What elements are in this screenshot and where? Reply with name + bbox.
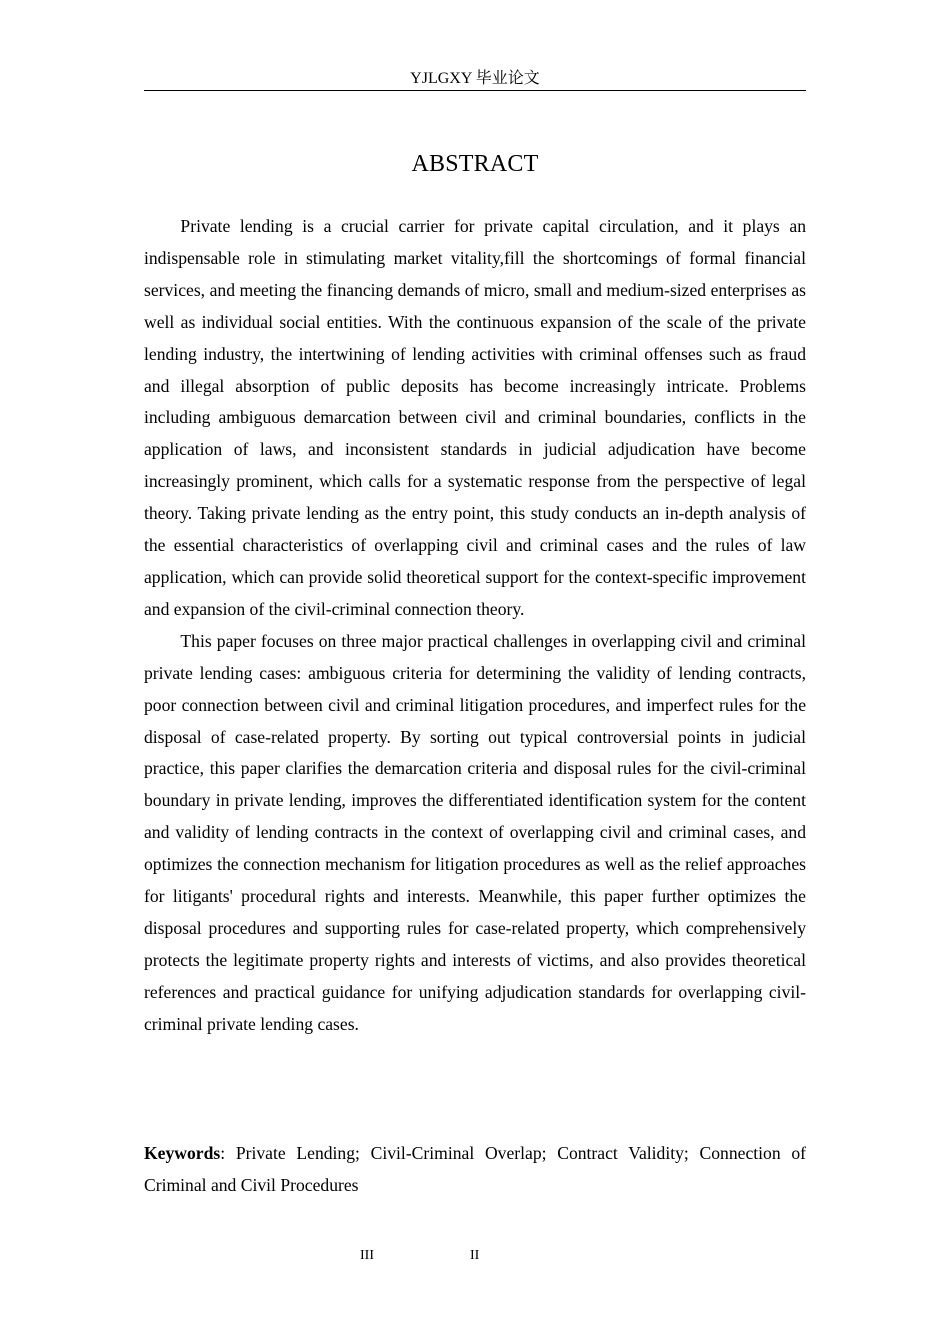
page-header: YJLGXY 毕业论文 bbox=[410, 70, 540, 87]
keywords-label: Keywords bbox=[144, 1143, 221, 1163]
header-rule bbox=[144, 90, 806, 91]
abstract-paragraph-2: This paper focuses on three major practical challenges in overlapping civil and criminal private lending cases: ambiguous criteria for determining the validity of lending contracts, poor connection between civil and criminal litigation procedures, and imperfect rules for the disposal of case-related property. By sorting out typical controversial points in judicial practice, this paper clarifies the demarcation criteria and disposal rules for the civil-criminal boundary in private lending, improves the differentiated identification system for the content and validity of lending contracts in the context of overlapping civil and criminal cases, and optimizes the connection mechanism for litigation procedures as well as the relief approaches for litigants' procedural rights and interests. Meanwhile, this paper further optimizes the disposal procedures and supporting rules for case-related property, which comprehensively protects the legitimate property rights and interests of victims, and also provides theoretical references and practical guidance for unifying adjudication standards for overlapping civil-criminal private lending cases. bbox=[144, 630, 806, 1034]
keywords-text: : Private Lending; Civil-Criminal Overlap; Contract Validity; Connection of Criminal and Civil Procedures bbox=[144, 1143, 806, 1195]
page-number-left: III bbox=[360, 1248, 374, 1263]
abstract-body bbox=[144, 211, 806, 1041]
page-number-right: II bbox=[470, 1248, 480, 1263]
keywords bbox=[144, 1137, 806, 1201]
abstract-paragraph-1: Private lending is a crucial carrier for private capital circulation, and it plays an indispensable role in stimulating market vitality,fill the shortcomings of formal financial services, and meeting the financing demands of micro, small and medium-sized enterprises as well as individual social entities. With the continuous expansion of the scale of the private lending industry, the intertwining of lending activities with criminal offenses such as fraud and illegal absorption of public deposits has become increasingly intricate. Problems including ambiguous demarcation between civil and criminal boundaries, conflicts in the application of laws, and inconsistent standards in judicial adjudication have become increasingly prominent, which calls for a systematic response from the perspective of legal theory. Taking private lending as the entry point, this study conducts an in-depth analysis of the essential characteristics of overlapping civil and criminal cases and the rules of law application, which can provide solid theoretical support for the context-specific improvement and expansion of the civil-criminal connection theory. bbox=[144, 216, 806, 619]
abstract-title: ABSTRACT bbox=[411, 151, 539, 177]
